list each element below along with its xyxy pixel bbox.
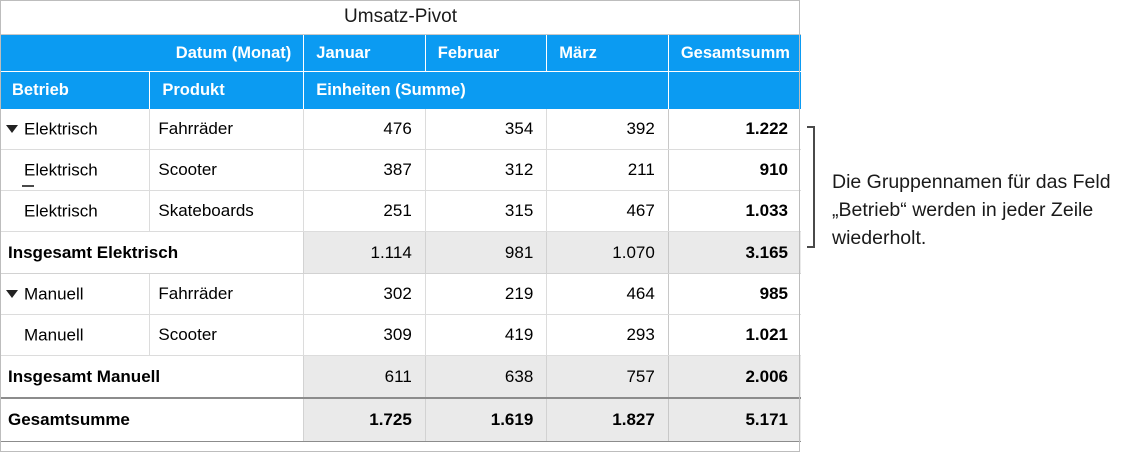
grand-total-februar: 1.619	[425, 398, 547, 442]
cell-februar: 419	[425, 315, 547, 356]
cell-januar: 387	[304, 150, 426, 191]
table-row[interactable]	[0, 274, 801, 315]
subtotal-januar: 611	[304, 356, 426, 399]
subtotal-maerz: 757	[547, 356, 669, 399]
cell-januar: 309	[304, 315, 426, 356]
subtotal-total: 2.006	[668, 356, 801, 399]
grand-total-total: 5.171	[668, 398, 801, 442]
subtotal-maerz: 1.070	[547, 232, 669, 274]
table-title-row	[0, 0, 801, 35]
cell-betrieb-label: Elektrisch	[24, 119, 98, 139]
subtotal-total: 3.165	[668, 232, 801, 274]
header-month-januar[interactable]: Januar	[304, 35, 426, 72]
header-produkt[interactable]: Produkt	[150, 72, 304, 110]
subtotal-februar: 981	[425, 232, 547, 274]
cell-maerz: 392	[547, 109, 669, 150]
grand-total-row	[0, 398, 801, 442]
subtotal-label: Insgesamt Elektrisch	[0, 232, 304, 274]
cell-produkt: Fahrräder	[150, 109, 304, 150]
cell-row-total: 910	[668, 150, 801, 191]
table-title: Umsatz-Pivot	[0, 0, 801, 35]
table-row[interactable]	[0, 315, 801, 356]
cell-betrieb-label: Manuell	[24, 325, 84, 345]
callout-bracket-icon	[806, 126, 820, 249]
subtotal-februar: 638	[425, 356, 547, 399]
cell-maerz: 467	[547, 191, 669, 232]
cell-februar: 315	[425, 191, 547, 232]
cell-betrieb-label: Manuell	[24, 284, 84, 304]
cell-januar: 302	[304, 274, 426, 315]
cell-produkt: Skateboards	[150, 191, 304, 232]
cell-februar: 312	[425, 150, 547, 191]
cell-betrieb[interactable]	[0, 274, 150, 315]
cell-februar: 219	[425, 274, 547, 315]
disclosure-triangle-icon[interactable]	[6, 125, 18, 133]
cell-betrieb-label: Elektrisch	[24, 201, 98, 221]
cell-produkt: Scooter	[150, 315, 304, 356]
grand-total-maerz: 1.827	[547, 398, 669, 442]
subheader-row	[0, 72, 801, 110]
cell-produkt: Scooter	[150, 150, 304, 191]
table-row[interactable]	[0, 109, 801, 150]
cell-row-total: 1.033	[668, 191, 801, 232]
cell-produkt: Fahrräder	[150, 274, 304, 315]
cell-row-total: 985	[668, 274, 801, 315]
header-datum-monat[interactable]: Datum (Monat)	[0, 35, 304, 72]
header-blank-cell	[668, 72, 801, 110]
column-header-row	[0, 35, 801, 72]
header-month-maerz[interactable]: März	[547, 35, 669, 72]
cell-maerz: 464	[547, 274, 669, 315]
grand-total-januar: 1.725	[304, 398, 426, 442]
cell-januar: 251	[304, 191, 426, 232]
subtotal-label: Insgesamt Manuell	[0, 356, 304, 399]
header-betrieb[interactable]: Betrieb	[0, 72, 150, 110]
header-einheiten-summe[interactable]: Einheiten (Summe)	[304, 72, 669, 110]
subtotal-januar: 1.114	[304, 232, 426, 274]
cell-row-total: 1.021	[668, 315, 801, 356]
cell-betrieb[interactable]	[0, 315, 150, 356]
subtotal-row	[0, 356, 801, 399]
cell-maerz: 293	[547, 315, 669, 356]
header-month-februar[interactable]: Februar	[425, 35, 547, 72]
cell-row-total: 1.222	[668, 109, 801, 150]
header-gesamtsumme[interactable]: Gesamtsumm	[668, 35, 801, 72]
subtotal-row	[0, 232, 801, 274]
cell-februar: 354	[425, 109, 547, 150]
callout-connector	[22, 185, 34, 187]
callout-note: Die Gruppennamen für das Feld „Betrieb“ werden in jeder Zeile wiederholt.	[832, 171, 1111, 249]
cell-januar: 476	[304, 109, 426, 150]
cell-betrieb[interactable]	[0, 109, 150, 150]
disclosure-triangle-icon[interactable]	[6, 290, 18, 298]
table-row[interactable]	[0, 150, 801, 191]
cell-betrieb[interactable]	[0, 191, 150, 232]
cell-maerz: 211	[547, 150, 669, 191]
cell-betrieb-label: Elektrisch	[24, 160, 98, 180]
table-row[interactable]	[0, 191, 801, 232]
grand-total-label: Gesamtsumme	[0, 398, 304, 442]
